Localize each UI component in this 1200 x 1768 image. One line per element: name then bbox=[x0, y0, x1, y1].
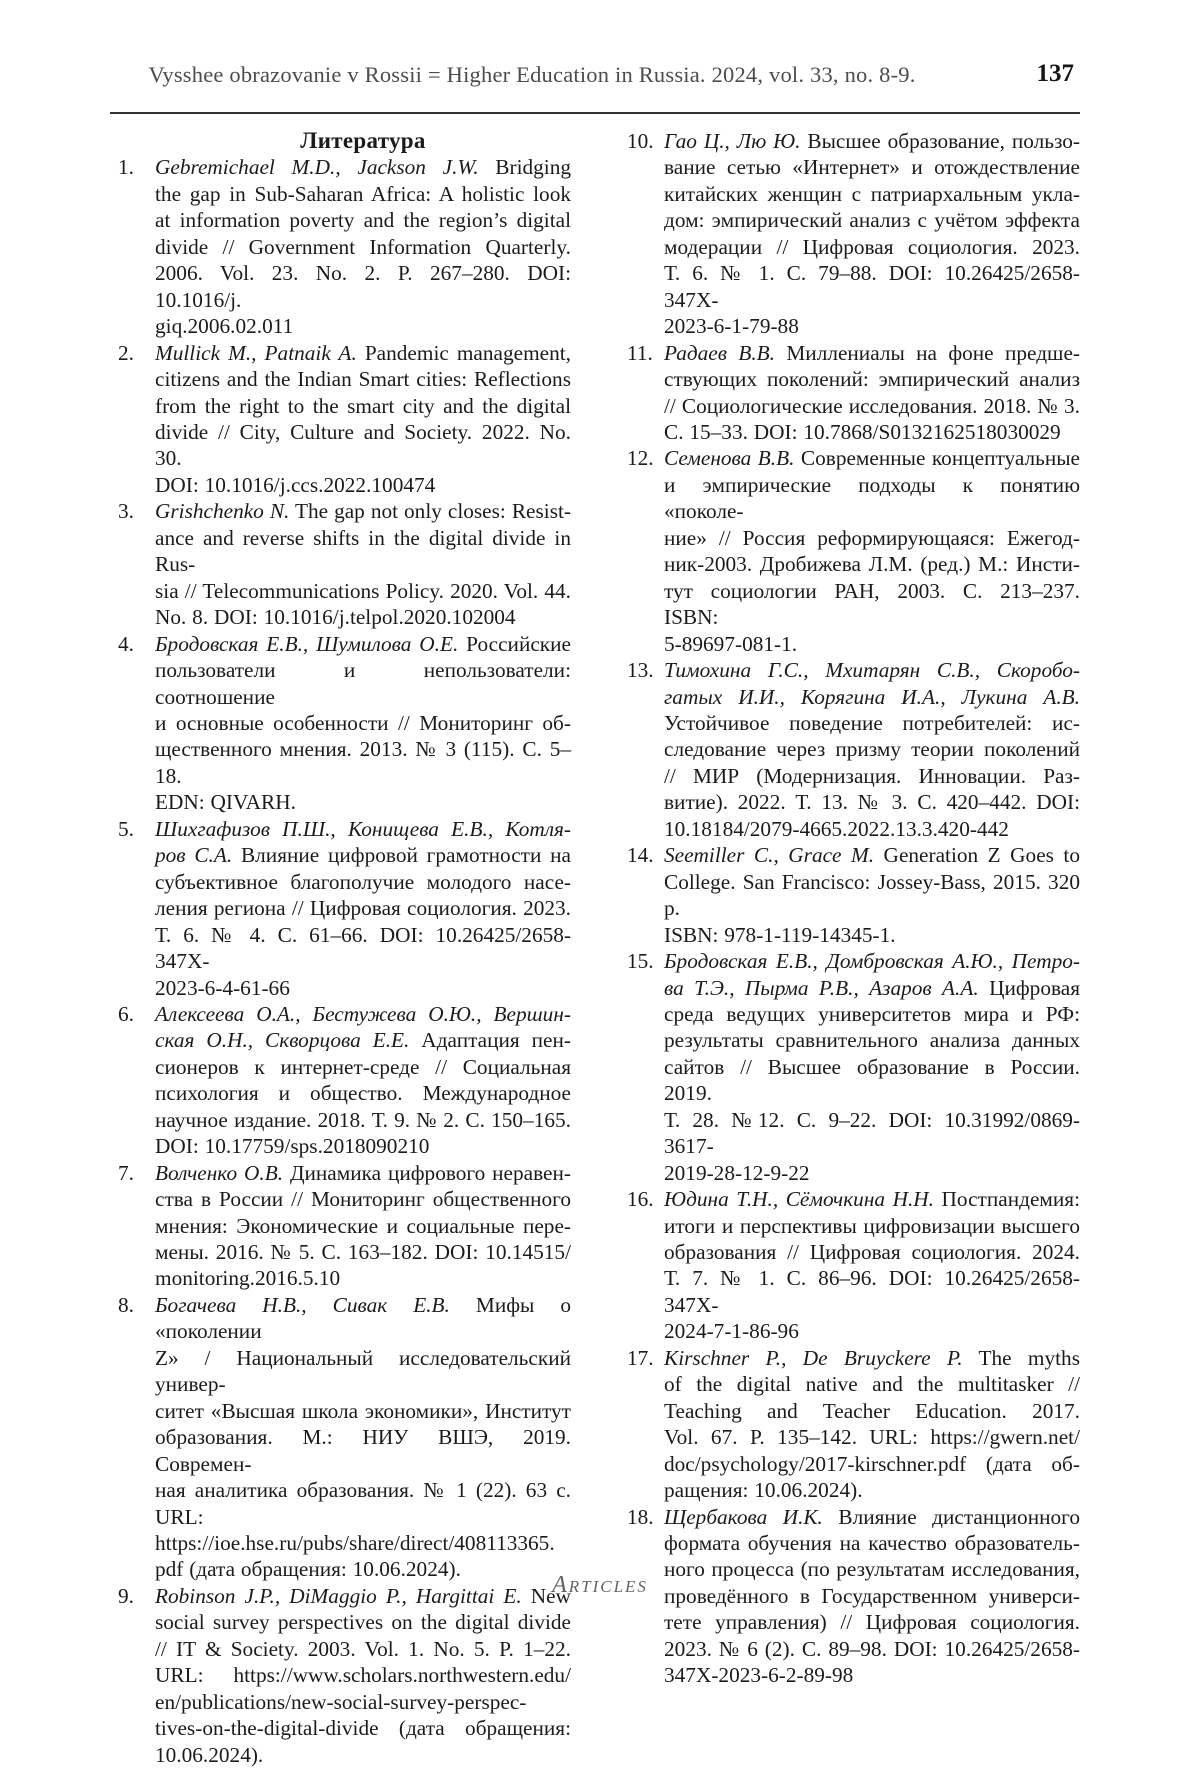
reference-line: следование через призму теории поколений bbox=[664, 737, 1080, 762]
reference-line: // Социологические исследования. 2018. № 3. bbox=[664, 393, 1080, 418]
reference-line: DOI: 10.1016/j.ccs.2022.100474 bbox=[155, 472, 436, 497]
reference-item bbox=[118, 498, 571, 630]
reference-line: итоги и перспективы цифровизации высшего bbox=[664, 1213, 1080, 1238]
reference-line: 2023. № 6 (2). С. 89–98. DOI: 10.26425/2658- bbox=[664, 1636, 1080, 1661]
reference-line: ров С.А. Влияние цифровой грамотности на bbox=[155, 843, 571, 868]
reference-line: 2023-6-1-79-88 bbox=[664, 314, 799, 339]
reference-line: Teaching and Teacher Education. 2017. bbox=[664, 1398, 1080, 1423]
reference-item bbox=[627, 657, 1080, 842]
reference-line: результаты сравнительного анализа данных bbox=[664, 1028, 1080, 1053]
reference-line: DOI: 10.17759/sps.2018090210 bbox=[155, 1134, 430, 1159]
reference-line: College. San Francisco: Jossey-Bass, 2015. 320 p. bbox=[664, 869, 1080, 921]
reference-line: Богачева Н.В., Сивак Е.В. Мифы о «поколении bbox=[155, 1292, 571, 1344]
reference-line: модерации // Цифровая социология. 2023. bbox=[664, 234, 1080, 259]
reference-line: витие). 2022. Т. 13. № 3. С. 420–442. DOI: bbox=[664, 790, 1080, 815]
reference-number: 5. bbox=[118, 816, 134, 841]
header-rule bbox=[110, 112, 1080, 114]
reference-line: 5-89697-081-1. bbox=[664, 631, 798, 656]
reference-line: мены. 2016. № 5. С. 163–182. DOI: 10.14515/ bbox=[155, 1240, 571, 1265]
reference-line: // IT & Society. 2003. Vol. 1. No. 5. P. 1–22. bbox=[155, 1636, 571, 1661]
reference-line: the gap in Sub-Saharan Africa: A holistic look bbox=[155, 181, 571, 206]
reference-line: ная аналитика образования. № 1 (22). 63 с. URL: bbox=[155, 1478, 571, 1529]
reference-line: 10.06.2024). bbox=[155, 1742, 264, 1767]
reference-line: 2006. Vol. 23. No. 2. P. 267–280. DOI: 10.1016/j. bbox=[155, 261, 571, 312]
reference-line: вание сетью «Интернет» и отождествление bbox=[664, 155, 1080, 180]
reference-line: тете управления) // Цифровая социология. bbox=[664, 1610, 1080, 1635]
reference-line: // МИР (Модернизация. Инновации. Раз- bbox=[664, 763, 1080, 788]
reference-number: 6. bbox=[118, 1001, 134, 1026]
reference-item bbox=[627, 1345, 1080, 1504]
reference-line: Mullick M., Patnaik A. Pandemic management, bbox=[155, 340, 571, 365]
reference-line: Радаев В.В. Миллениалы на фоне предше- bbox=[664, 340, 1080, 365]
reference-item bbox=[118, 1292, 571, 1583]
reference-line: ник-2003. Дробижева Л.М. (ред.) М.: Инсти- bbox=[664, 552, 1080, 577]
reference-line: ва Т.Э., Пырма Р.В., Азаров А.А. Цифровая bbox=[664, 975, 1080, 1000]
reference-line: doc/psychology/2017-kirschner.pdf (дата об- bbox=[664, 1451, 1080, 1476]
section-title: Литература bbox=[300, 128, 426, 153]
reference-line: of the digital native and the multitasker // bbox=[664, 1372, 1080, 1397]
reference-line: Т. 6. № 4. С. 61–66. DOI: 10.26425/2658-347X- bbox=[155, 922, 571, 974]
reference-item bbox=[627, 948, 1080, 1186]
reference-line: сайтов // Высшее образование в России. 2019. bbox=[664, 1054, 1080, 1106]
reference-line: 2019-28-12-9-22 bbox=[664, 1160, 810, 1185]
reference-line: пользователи и непользователи: соотношение bbox=[155, 658, 571, 709]
reference-number: 10. bbox=[627, 129, 654, 153]
reference-line: образования // Цифровая социология. 2024. bbox=[664, 1240, 1080, 1265]
reference-line: китайских женщин с патриархальным укла- bbox=[664, 181, 1080, 206]
reference-line: en/publications/new-social-survey-perspec- bbox=[155, 1689, 527, 1714]
reference-item bbox=[627, 842, 1080, 948]
reference-line: Щербакова И.К. Влияние дистанционного bbox=[664, 1504, 1080, 1529]
reference-line: Алексеева О.А., Бестужева О.Ю., Вершин- bbox=[155, 1001, 571, 1026]
reference-line: Vol. 67. P. 135–142. URL: https://gwern.net/ bbox=[664, 1425, 1080, 1450]
reference-number: 2. bbox=[118, 340, 134, 365]
reference-line: 2023-6-4-61-66 bbox=[155, 975, 290, 1000]
reference-line: ного процесса (по результатам исследования, bbox=[664, 1557, 1080, 1582]
footer-section-label: Articles bbox=[552, 1572, 648, 1598]
reference-line: sia // Telecommunications Policy. 2020. Vol. 44. bbox=[155, 578, 571, 603]
reference-number: 12. bbox=[627, 446, 654, 471]
reference-line: научное издание. 2018. Т. 9. № 2. С. 150–165. bbox=[155, 1107, 571, 1132]
reference-number: 16. bbox=[627, 1187, 654, 1212]
reference-line: giq.2006.02.011 bbox=[155, 314, 294, 339]
reference-line: 2024-7-1-86-96 bbox=[664, 1319, 799, 1344]
reference-line: и эмпирические подходы к понятию «поколе- bbox=[664, 472, 1080, 524]
reference-line: social survey perspectives on the digital divide bbox=[155, 1610, 571, 1635]
page-footer bbox=[0, 1572, 1200, 1599]
reference-line: divide // City, Culture and Society. 2022. No. 30. bbox=[155, 419, 571, 471]
reference-line: monitoring.2016.5.10 bbox=[155, 1266, 341, 1291]
reference-line: субъективное благополучие молодого насе- bbox=[155, 869, 571, 894]
reference-line: щественного мнения. 2013. № 3 (115). С. 5–18. bbox=[155, 737, 571, 788]
reference-line: ситет «Высшая школа экономики», Институт bbox=[155, 1398, 571, 1423]
reference-line: EDN: QIVARH. bbox=[155, 790, 296, 815]
reference-item bbox=[118, 1160, 571, 1292]
reference-number: 17. bbox=[627, 1345, 654, 1370]
reference-line: URL: https://www.scholars.northwestern.edu/ bbox=[155, 1663, 571, 1688]
reference-line: сионеров к интернет-среде // Социальная bbox=[155, 1054, 571, 1079]
references-right bbox=[627, 128, 1080, 1689]
reference-line: Kirschner P., De Bruyckere P. The myths bbox=[664, 1345, 1080, 1370]
reference-line: ISBN: 978-1-119-14345-1. bbox=[664, 922, 896, 947]
reference-line: 347X-2023-6-2-89-98 bbox=[664, 1663, 854, 1688]
reference-line: from the right to the smart city and the digital bbox=[155, 393, 571, 418]
right-column bbox=[627, 128, 1080, 1768]
reference-number: 15. bbox=[627, 949, 654, 974]
reference-line: Т. 7. № 1. С. 86–96. DOI: 10.26425/2658-347X- bbox=[664, 1266, 1080, 1317]
reference-line: психология и общество. Международное bbox=[155, 1081, 571, 1106]
reference-line: проведённого в Государственном универси- bbox=[664, 1583, 1080, 1608]
reference-line: Тимохина Г.С., Мхитарян С.В., Скоробо- bbox=[664, 658, 1080, 683]
reference-line: дом: эмпирический анализ с учётом эффекта bbox=[664, 208, 1080, 233]
reference-line: среда ведущих университетов мира и РФ: bbox=[664, 1001, 1080, 1026]
reference-line: Бродовская Е.В., Домбровская А.Ю., Петро- bbox=[664, 949, 1080, 974]
reference-line: Бродовская Е.В., Шумилова О.Е. Российские bbox=[155, 631, 571, 656]
reference-line: ние» // Россия реформирующаяся: Ежегод- bbox=[664, 525, 1080, 550]
reference-number: 13. bbox=[627, 658, 654, 683]
reference-number: 3. bbox=[118, 499, 134, 524]
reference-line: Семенова В.В. Современные концептуальные bbox=[664, 446, 1080, 471]
reference-number: 14. bbox=[627, 843, 654, 868]
page-number: 137 bbox=[1036, 60, 1074, 87]
reference-item bbox=[627, 340, 1080, 446]
reference-number: 9. bbox=[118, 1583, 134, 1608]
reference-line: ства в России // Мониторинг общественного bbox=[155, 1187, 571, 1212]
reference-line: ance and reverse shifts in the digital divide in Rus- bbox=[155, 525, 571, 577]
reference-item bbox=[118, 816, 571, 1001]
reference-line: Robinson J.P., DiMaggio P., Hargittai E. New bbox=[155, 1583, 571, 1608]
reference-line: Шихгафизов П.Ш., Конищева Е.В., Котля- bbox=[155, 816, 571, 841]
reference-line: Т. 6. № 1. С. 79–88. DOI: 10.26425/2658-347X- bbox=[664, 261, 1080, 312]
reference-line: pdf (дата обращения: 10.06.2024). bbox=[155, 1557, 461, 1582]
reference-line: Волченко О.В. Динамика цифрового неравен- bbox=[155, 1160, 571, 1185]
reference-number: 1. bbox=[118, 155, 134, 180]
reference-line: No. 8. DOI: 10.1016/j.telpol.2020.102004 bbox=[155, 605, 516, 630]
reference-number: 4. bbox=[118, 631, 134, 656]
reference-line: citizens and the Indian Smart cities: Reflections bbox=[155, 367, 571, 392]
reference-line: образования. М.: НИУ ВШЭ, 2019. Современ- bbox=[155, 1425, 571, 1476]
reference-item bbox=[627, 128, 1080, 340]
reference-line: 10.18184/2079-4665.2022.13.3.420-442 bbox=[664, 816, 1009, 841]
reference-number: 8. bbox=[118, 1292, 134, 1317]
references-section bbox=[118, 128, 1080, 1768]
reference-line: at information poverty and the region’s digital bbox=[155, 208, 571, 233]
reference-item bbox=[118, 340, 571, 499]
reference-item bbox=[627, 1186, 1080, 1345]
reference-line: ствующих поколений: эмпирический анализ bbox=[664, 367, 1080, 392]
reference-line: ская О.Н., Скворцова Е.Е. Адаптация пен- bbox=[155, 1028, 571, 1053]
reference-line: Гао Ц., Лю Ю. Высшее образование, пользо- bbox=[664, 129, 1080, 153]
reference-line: ращения: 10.06.2024). bbox=[664, 1478, 863, 1503]
reference-line: Устойчивое поведение потребителей: ис- bbox=[664, 710, 1080, 735]
reference-line: Seemiller C., Grace M. Generation Z Goes to bbox=[664, 843, 1080, 868]
reference-number: 7. bbox=[118, 1160, 134, 1185]
reference-line: divide // Government Information Quarterly. bbox=[155, 234, 571, 259]
reference-line: https://ioe.hse.ru/pubs/share/direct/408113365. bbox=[155, 1531, 555, 1556]
reference-item bbox=[118, 1583, 571, 1768]
reference-line: тут социологии РАН, 2003. С. 213–237. ISBN: bbox=[664, 578, 1080, 630]
running-head bbox=[112, 60, 1082, 94]
reference-item bbox=[118, 631, 571, 816]
reference-line: формата обучения на качество образователь- bbox=[664, 1531, 1080, 1556]
reference-line: и основные особенности // Мониторинг об- bbox=[155, 710, 571, 735]
reference-line: tives-on-the-digital-divide (дата обращения: bbox=[155, 1716, 571, 1741]
reference-line: Т. 28. №12. С. 9–22. DOI: 10.31992/0869-3617- bbox=[664, 1107, 1080, 1159]
reference-item bbox=[627, 445, 1080, 657]
reference-item bbox=[118, 154, 571, 339]
reference-item bbox=[118, 1001, 571, 1160]
reference-line: Gebremichael M.D., Jackson J.W. Bridging bbox=[155, 155, 571, 180]
references-left bbox=[118, 154, 571, 1768]
reference-line: ления региона // Цифровая социология. 2023. bbox=[155, 896, 571, 921]
reference-number: 18. bbox=[627, 1504, 654, 1529]
reference-line: гатых И.И., Корягина И.А., Лукина А.В. bbox=[664, 684, 1080, 709]
reference-line: мнения: Экономические и социальные пере- bbox=[155, 1213, 571, 1238]
reference-line: Z» / Национальный исследовательский универ- bbox=[155, 1345, 571, 1397]
reference-line: Grishchenko N. The gap not only closes: Resist- bbox=[155, 499, 571, 524]
reference-line: С. 15–33. DOI: 10.7868/S0132162518030029 bbox=[664, 419, 1061, 444]
reference-line: Юдина Т.Н., Сёмочкина Н.Н. Постпандемия: bbox=[664, 1187, 1080, 1212]
left-column bbox=[118, 128, 571, 1768]
reference-number: 11. bbox=[627, 340, 653, 365]
running-title: Vysshee obrazovanie v Rossii = Higher Education in Russia. 2024, vol. 33, no. 8-9. bbox=[148, 62, 916, 87]
